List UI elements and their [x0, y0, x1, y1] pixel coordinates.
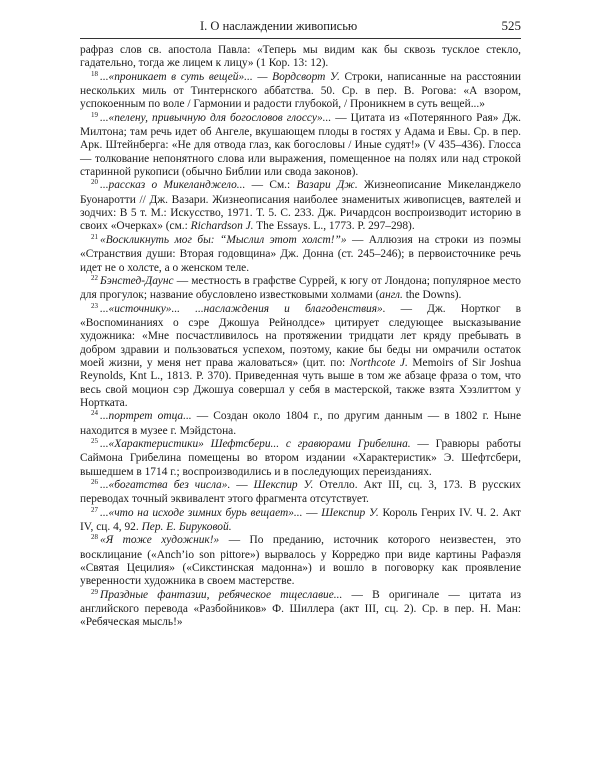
endnote-number: 20 [91, 178, 98, 187]
endnote [80, 589, 521, 630]
endnote-number: 21 [91, 232, 98, 241]
endnote-number: 23 [91, 301, 98, 310]
endnote-italic-text: Northcote J. [349, 356, 408, 369]
endnote-text: — См.: [245, 179, 297, 192]
endnote-text: — Цитата из «Потерянного Рая» Дж. Милтона; там речь идет об Ангеле, вкушающем плоды в гостях у Адама и Евы. Ср. в пер. Арк. Штейнберга: «Не для отвода глаз, как богословы / Иные судят!» (V 435–436). Глосса — толкование непонятного слова или выражения, помещенное на полях или над строкой старинной рукописи (обычно Библии или свода законов). [80, 111, 521, 179]
endnote [80, 275, 521, 303]
endnote-italic-text: ...«Характеристики» Шефтсбери... с гравюрами Грибелина. [100, 437, 411, 450]
endnote-text: Король Генрих IV. Ч. 2. Акт IV, сц. 4, 92. [80, 506, 521, 534]
endnote-text: The Essays. L., 1773. P. 297–298). [253, 220, 415, 233]
endnote-text: — Аллюзия на строки из поэмы «Странствия души: Вторая годовщина» Дж. Донна (ст. 245–246); в первоисточнике речь идет не о холсте, а о женском теле. [80, 233, 521, 274]
endnote-italic-text: Праздные фантазии, ребяческое тщеславие... [100, 588, 343, 601]
endnote-text: Memoirs of Sir Joshua Reynolds, Knt L., 1813. P. 370). Приведенная чуть выше в том же абзаце фраза о том, что весь свой моцион сэр Джошуа совершал у себя в мастерской, также взята Хэзлиттом у Нортката. [80, 356, 521, 409]
endnote [80, 71, 521, 112]
endnote-number: 29 [91, 587, 98, 596]
endnote-italic-text: Пер. Е. Бируковой. [141, 521, 232, 534]
endnote-text: Отелло. Акт III, сц. 3, 173. В русских переводах точный эквивалент этого фрагмента отсутствует. [80, 479, 521, 506]
endnote-italic-text: Вазари Дж. [296, 179, 358, 192]
endnote-italic-text: ...«богатства без числа». [100, 479, 231, 491]
endnote-text: — Создан около 1804 г., по другим данным — в 1802 г. Ныне находится в музее г. Мэйдстона. [80, 410, 521, 437]
endnote [80, 479, 521, 507]
endnote-text: — [230, 479, 254, 491]
endnote-italic-text: «Воскликнуть мог бы: “Мыслил этот холст!”» [100, 233, 347, 246]
endnote-text: — Гравюры работы Саймона Грибелина помещены во втором издании «Характеристик» Э. Шефтсбери, вышедшем в 1714 г.; воспроизводились и в последующих переизданиях. [80, 437, 521, 478]
endnote-continuation [80, 44, 521, 71]
page-header [80, 16, 521, 39]
book-page [80, 16, 521, 630]
endnote-italic-text: ...портрет отца... [100, 410, 192, 423]
endnote-italic-text: «Я тоже художник!» [100, 534, 220, 547]
endnote [80, 179, 521, 233]
endnote-number: 26 [91, 478, 98, 486]
endnote [80, 112, 521, 180]
endnote [80, 303, 521, 411]
endnote-number: 18 [91, 69, 98, 78]
endnote [80, 507, 521, 535]
running-title: I. О наслаждении живописью [200, 19, 358, 33]
endnote-italic-text: Шекспир У. [253, 479, 314, 491]
endnote [80, 438, 521, 479]
endnote-text: — Дж. Нортког в «Воспоминаниях о сэре Джошуа Рейнолдсе» цитирует следующее высказывание художника: «Мне посчастливилось на протяжении тридцати лет кряду пребывать в добром здравии и пользоваться успехом, поэтому, какие бы беды ни омрачили остаток моей жизни, у меня нет права жаловаться» (цит. по: [80, 302, 521, 369]
endnote-number: 25 [91, 436, 98, 445]
page-number: 525 [501, 18, 521, 33]
endnote-number: 28 [91, 533, 98, 542]
endnote [80, 534, 521, 588]
endnote-text: — [302, 506, 322, 519]
endnote-italic-text: ...«что на исходе зимних бурь вещает»... [100, 506, 303, 519]
endnote-text: — В оригинале — цитата из английского перевода «Разбойников» Ф. Шиллера (акт III, сц. 2). Ср. в пер. Н. Ман: «Ребяческая мысль!» [80, 588, 521, 629]
endnote-text: Жизнеописание Микеланджело Буонаротти // Дж. Вазари. Жизнеописания наиболее знаменитых живописцев, ваятелей и зодчих: В 5 т. М.: Искусство, 1971. Т. 5. С. 233. Дж. Ричардсон воспроизводит историю в своих «Очерках» (см.: [80, 179, 521, 233]
endnote-number: 24 [91, 409, 98, 418]
endnote-text: the Downs). [402, 289, 462, 302]
endnote-number: 27 [91, 505, 98, 514]
endnote-italic-text: ...«источнику»... ...наслаждения и благоденствия». [100, 302, 386, 315]
endnote-italic-text: Richardson J. [190, 220, 254, 233]
endnote-text: Строки, написанные на расстоянии нескольких миль от Тинтернского аббатства. 50. Ср. в пер. В. Рогова: «А взором, успокоенным по воле / Гармонии и радости глубокой, / Проникнем в суть вещей...» [80, 70, 521, 111]
endnote-number: 19 [91, 110, 98, 119]
endnote-text: — По преданию, источник которого неизвестен, это восклицание («Anch’io son pittore») вырвалось у Корреджо при виде картины Рафаэля «Святая Цецилия» («Сикстинская мадонна») и вошло в поговорку как проявление уверенности художника в своем мастерстве. [80, 534, 522, 588]
endnote-italic-text: Бэнстед-Даунс [100, 274, 174, 287]
endnote [80, 410, 521, 438]
endnote [80, 234, 521, 275]
endnote-text: — местность в графстве Суррей, к югу от Лондона; популярное место для прогулок; название обусловлено известковыми холмами ( [80, 274, 521, 302]
endnotes-text [80, 44, 521, 630]
endnote-italic-text: ...рассказ о Микеланджело... [100, 179, 246, 192]
endnote-italic-text: англ. [379, 289, 403, 302]
endnote-italic-text: ...«проникает в суть вещей»... — Вордсворт У. [100, 70, 340, 83]
endnote-italic-text: ...«пелену, привычную для богословов глоссу»... [100, 111, 332, 124]
endnote-italic-text: Шекспир У. [321, 506, 379, 519]
endnote-text: рафраз слов св. апостола Павла: «Теперь мы видим как бы сквозь тусклое стекло, гадательно, тогда же лицем к лицу» (1 Кор. 13: 12). [80, 44, 521, 70]
endnote-number: 22 [91, 273, 98, 282]
